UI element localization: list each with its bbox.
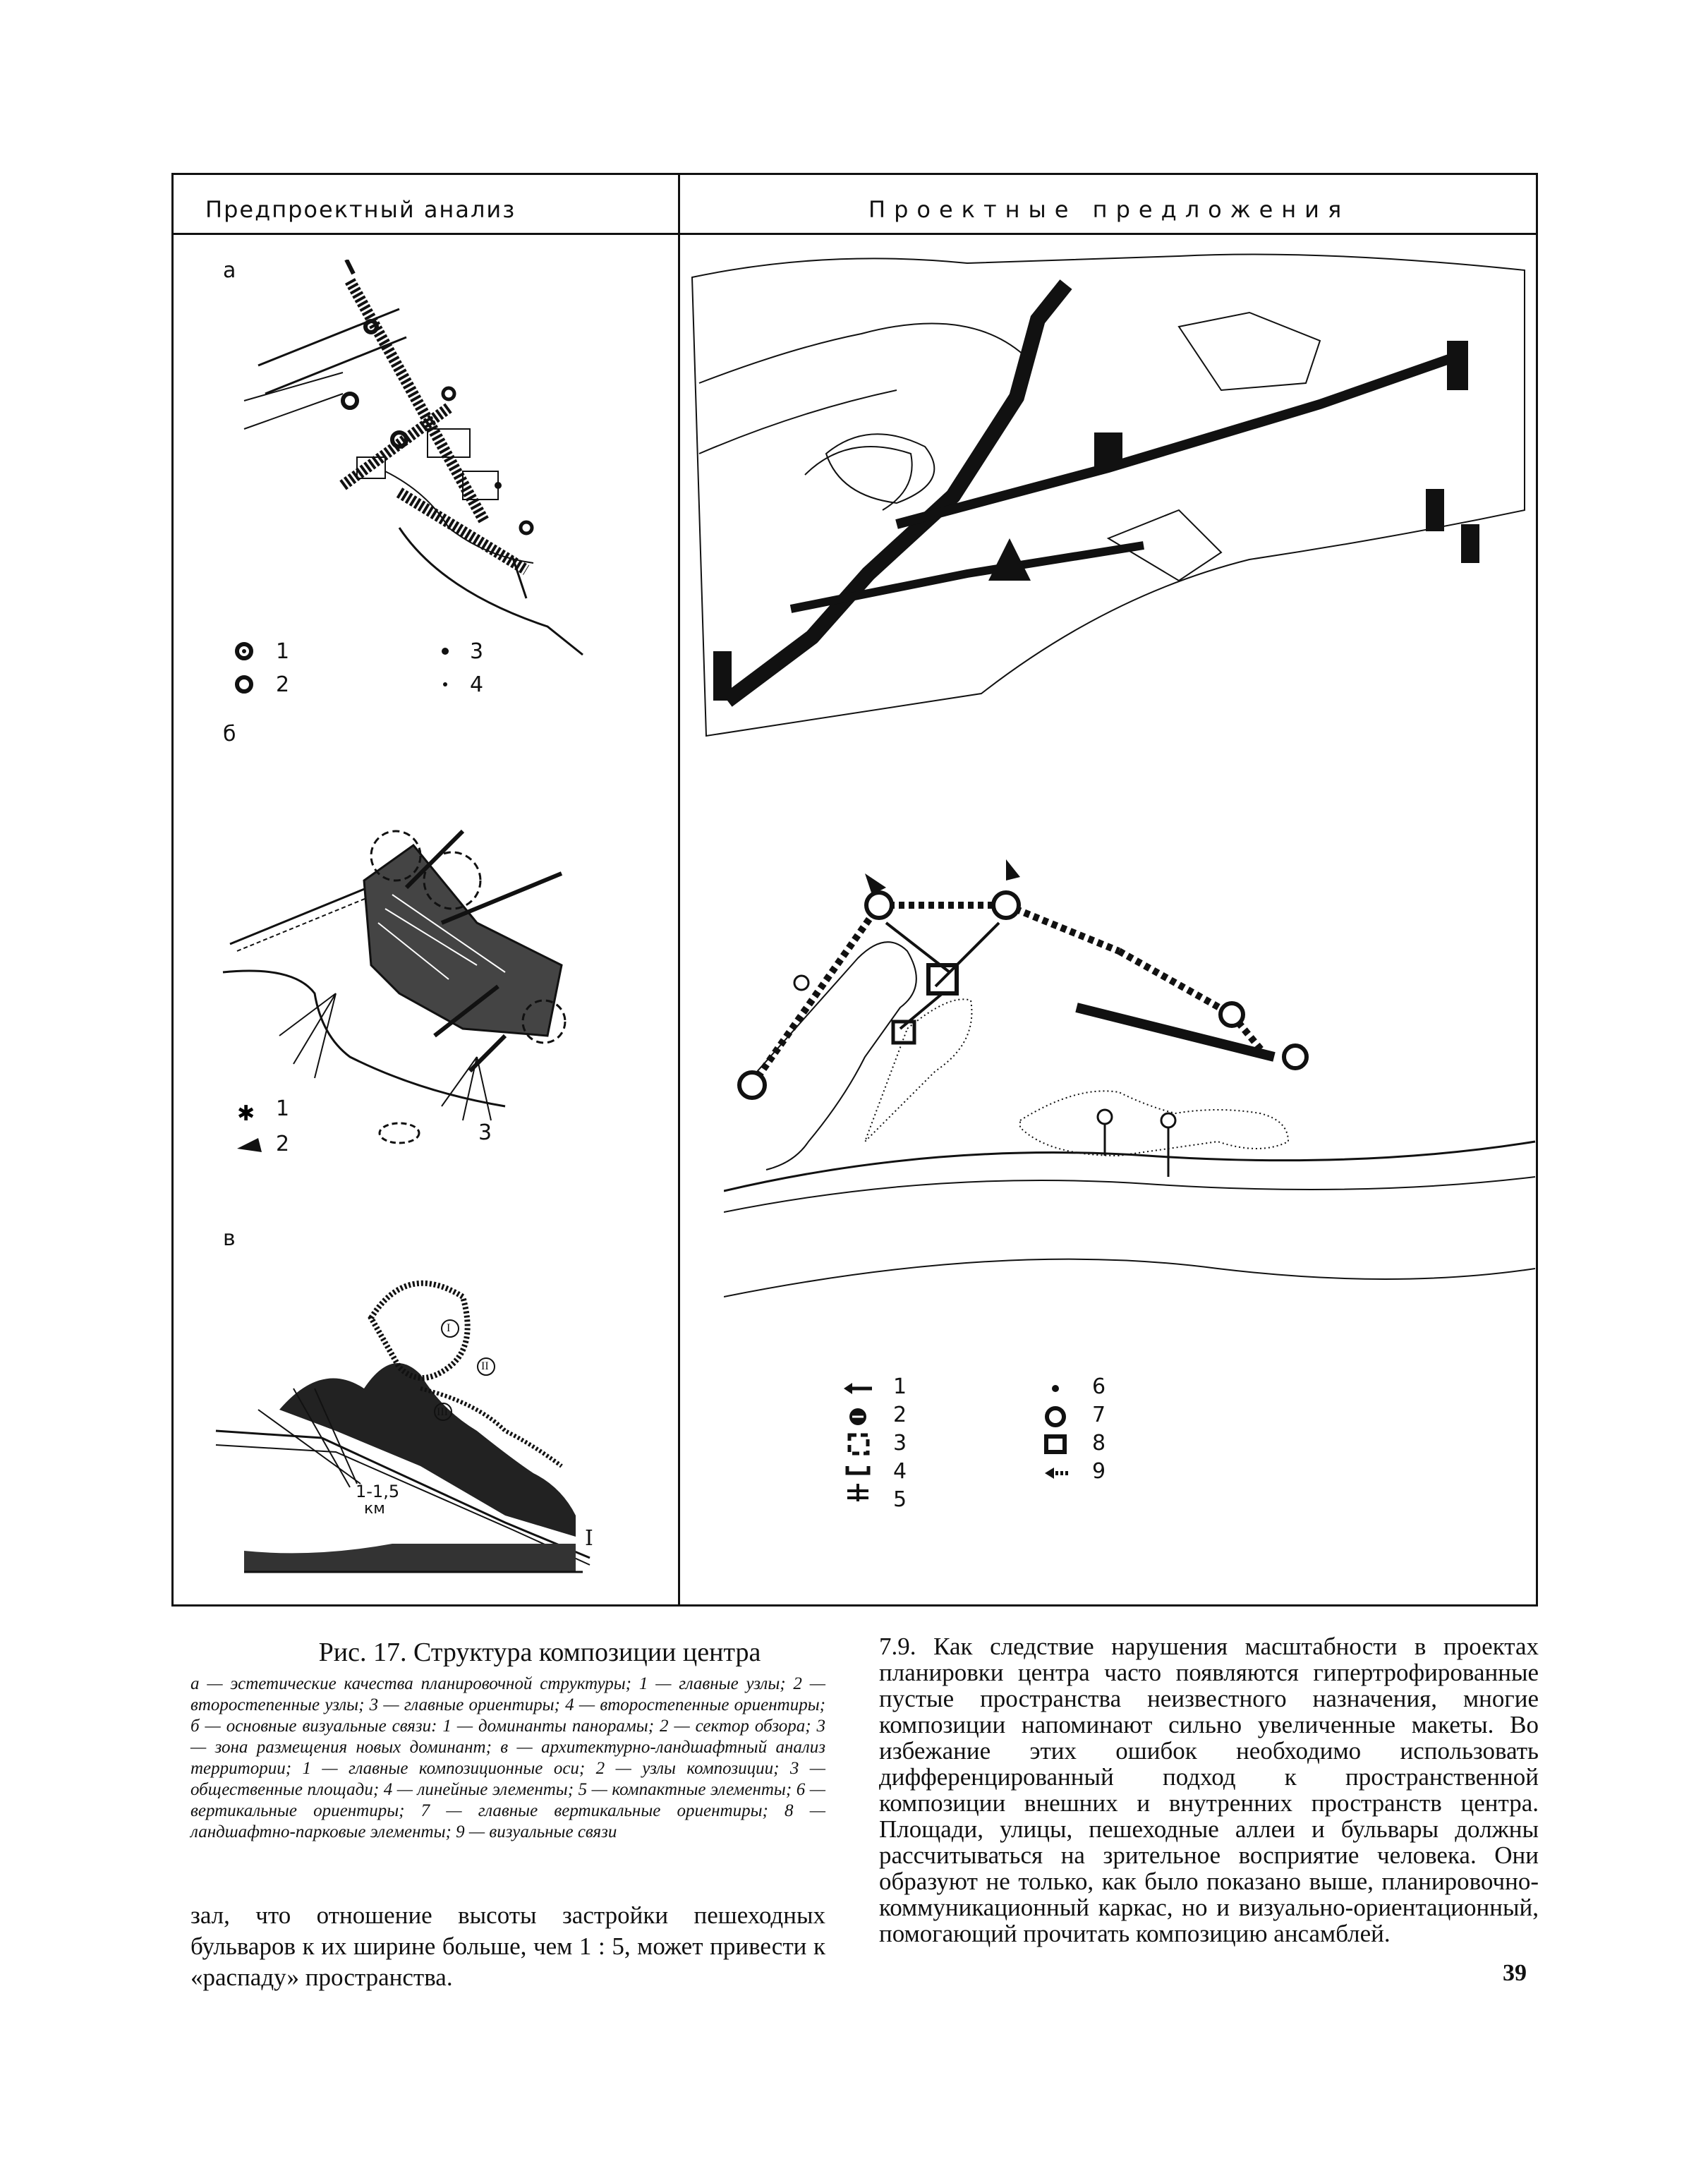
left-column-body-text: зал, что отношение высоты застройки пешеходных бульваров к их ширине больше, чем 1 : 5, может привести к «распаду» пространства. [190, 1901, 825, 1991]
panel-a-legend-1: 1 [276, 639, 290, 664]
proposals-legend-9: 9 [1092, 1459, 1106, 1484]
figure-divider [678, 175, 680, 1604]
panel-c-mark-2: II [481, 1360, 489, 1372]
proposals-legend-3: 3 [893, 1431, 907, 1456]
proposals-legend-1: 1 [893, 1374, 907, 1399]
panel-c-distance-unit: км [364, 1500, 385, 1518]
panel-b-visual-links-drawing [209, 739, 660, 1135]
panel-b-legend [230, 1092, 442, 1170]
panel-a-legend-3: 3 [470, 639, 484, 664]
panel-c-mark-3: III [437, 1406, 448, 1418]
figure-frame [171, 173, 1538, 1607]
proposals-legend-8: 8 [1092, 1431, 1106, 1456]
panel-b-legend-3: 3 [478, 1120, 492, 1145]
axonometric-project-drawing [685, 242, 1532, 750]
header-project-proposals: Проектные предложения [868, 196, 1350, 223]
panel-b-legend-2: 2 [276, 1132, 290, 1156]
panel-c-section-mark: I [585, 1526, 593, 1551]
panel-b-legend-1: 1 [276, 1096, 290, 1121]
proposals-legend-4: 4 [893, 1459, 907, 1484]
composition-scheme-drawing [724, 845, 1542, 1339]
figure-header-rule [174, 233, 1536, 235]
header-pre-project-analysis: Предпроектный анализ [205, 196, 516, 223]
svg-text:✱: ✱ [237, 1101, 255, 1126]
panel-a-legend-2: 2 [276, 672, 290, 697]
proposals-legend-7: 7 [1092, 1403, 1106, 1427]
panel-c-mark-1: I [447, 1322, 451, 1334]
figure-caption-title: Рис. 17. Структура композиции центра [318, 1638, 761, 1667]
panel-a-legend-4: 4 [470, 672, 484, 697]
panel-a-plan-drawing [216, 260, 667, 669]
panel-b-letter: б [223, 722, 236, 746]
proposals-legend-2: 2 [893, 1403, 907, 1427]
panel-a-letter: а [223, 258, 236, 283]
page-number: 39 [1503, 1960, 1527, 1986]
right-column-body-text: 7.9. Как следствие нарушения масштабности в проектах планировки центра часто появляются гипертрофированные пустые пространства неизвестного назначения, многие композиции напоминают сильно увеличенные макеты. Во избежание этих ошибок необходимо использовать дифференцированный подход к пространственной композиции внешних и внутренних пространств центра. Площади, улицы, пешеходные аллеи и бульвары должны рассчитываться на зрительное восприятие человека. Они образуют не только, как было показано выше, планировочно-коммуникационный каркас, но и визуально-ориентационный, помогающий прочитать композицию ансамблей. [879, 1633, 1539, 1947]
figure-caption-text: а — эстетические качества планировочной структуры; 1 — главные узлы; 2 — второстепенные узлы; 3 — главные ориентиры; 4 — второстепенные ориентиры; б — основные визуальные связи: 1 — доминанты панорамы; 2 — сектор обзора; 3 — зона размещения новых доминант; в — архитектурно-ландшафтный анализ территории; 1 — главные композиционные оси; 2 — узлы композиции; 3 — общественные площади; 4 — линейные элементы; 5 — компактные элементы; 6 — вертикальные ориентиры; 7 — главные вертикальные ориентиры; 8 — ландшафтно-парковые элементы; 9 — визуальные связи [190, 1674, 825, 1841]
panel-c-distance-label: 1-1,5 [356, 1482, 400, 1501]
proposals-legend-symbols [837, 1374, 1189, 1558]
panel-c-letter: в [223, 1226, 236, 1251]
proposals-legend-5: 5 [893, 1487, 907, 1512]
proposals-legend-6: 6 [1092, 1374, 1106, 1399]
